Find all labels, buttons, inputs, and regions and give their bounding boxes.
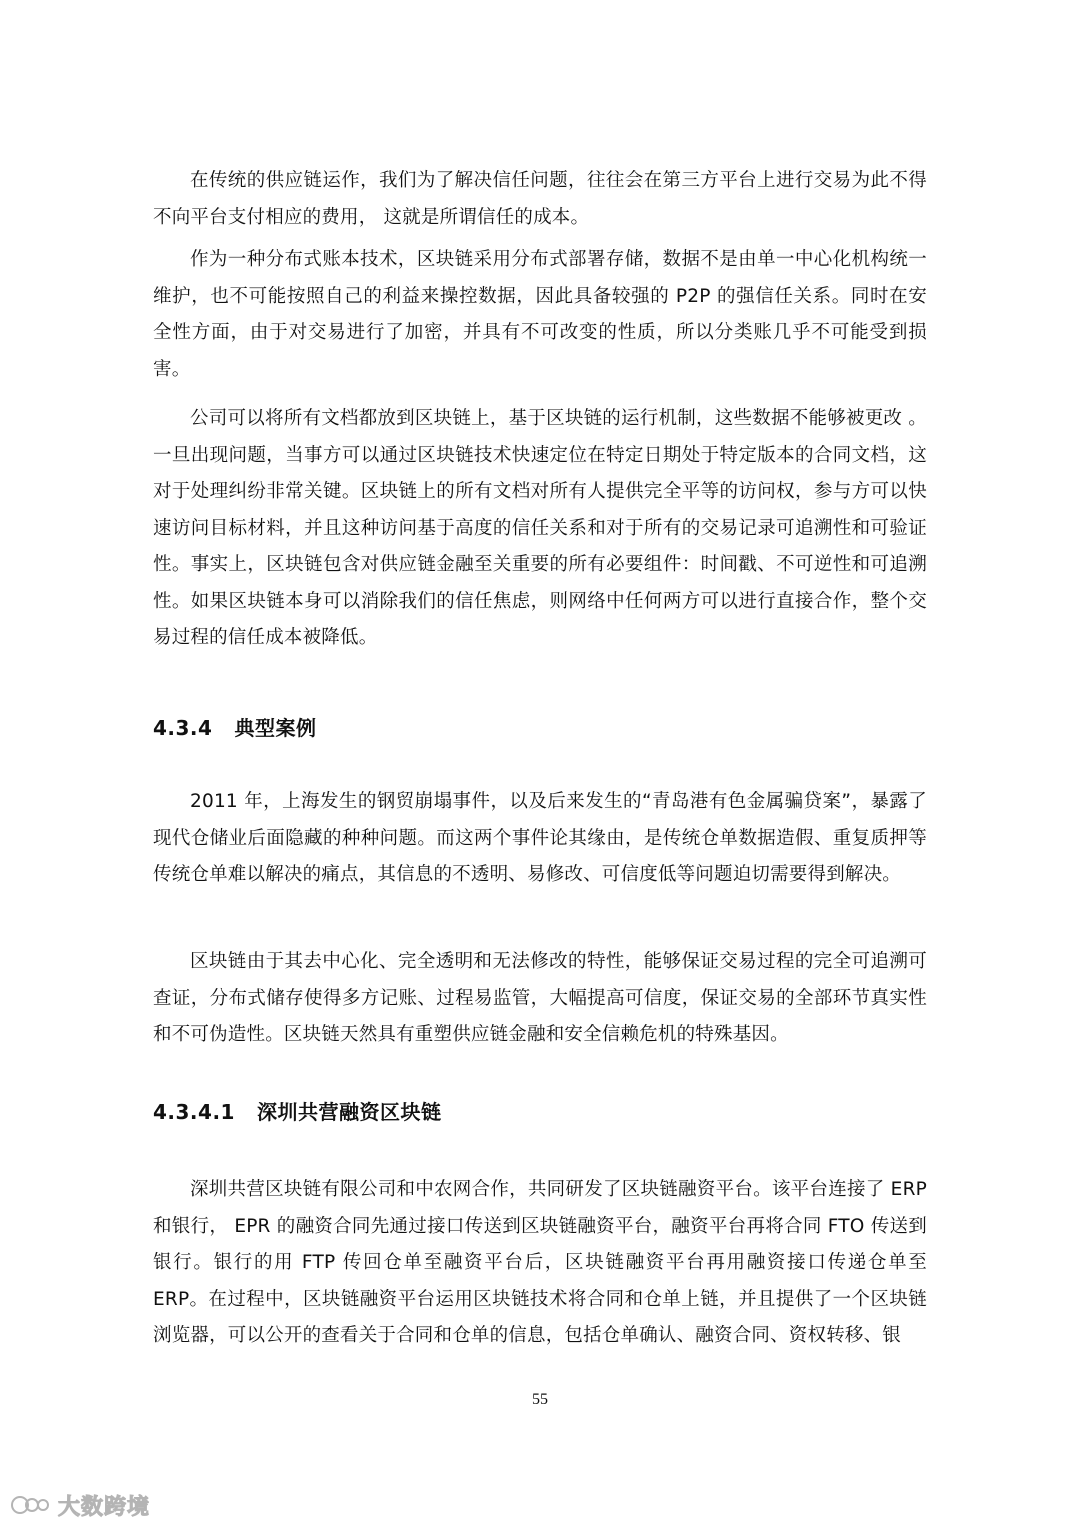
section-heading-typical-cases <box>153 712 316 741</box>
subsection-title: 深圳共营融资区块链 <box>256 1100 442 1124</box>
paragraph-blockchain-properties: 区块链由于其去中心化、完全透明和无法修改的特性，能够保证交易过程的完全可追溯可查证，分布式储存使得多方记账、过程易监管，大幅提高可信度，保证交易的全部环节真实性和不可伪造性。区块链天然具有重塑供应链金融和安全信赖危机的特殊基因。 <box>153 951 927 1045</box>
paragraph-document-blockchain: 公司可以将所有文档都放到区块链上，基于区块链的运行机制，这些数据不能够被更改 。一旦出现问题，当事方可以通过区块链技术快速定位在特定日期处于特定版本的合同文档，这对于处理纠纷非常关键。区块链上的所有文档对所有人提供完全平等的访问权，参与方可以快速访问目标材料，并且这种访问基于高度的信任关系和对于所有的交易记录可追溯性和可验证性。事实上，区块链包含对供应链金融至关重要的所有必要组件：时间戳、不可逆性和可追溯性。如果区块链本身可以消除我们的信任焦虑，则网络中任何两方可以进行直接合作，整个交易过程的信任成本被降低。 <box>153 408 927 648</box>
paragraph-trust-cost: 在传统的供应链运作，我们为了解决信任问题，往往会在第三方平台上进行交易为此不得不向平台支付相应的费用， 这就是所谓信任的成本。 <box>153 170 927 228</box>
paragraph-shenzhen-platform: 深圳共营区块链有限公司和中农网合作，共同研发了区块链融资平台。该平台连接了 ERP 和银行， EPR 的融资合同先通过接口传送到区块链融资平台，融资平台再将合同 FTO 传送到银行。银行的用 FTP 传回仓单至融资平台后，区块链融资平台再用融资接口传递仓单至 ERP。在过程中，区块链融资平台运用区块链技术将合同和仓单上链，并且提供了一个区块链浏览器，可以公开的查看关于合同和仓单的信息，包括仓单确认、融资合同、资权转移、银 <box>153 1179 927 1346</box>
section-number: 4.3.4 <box>153 716 213 740</box>
page-number: 55 <box>532 1391 548 1408</box>
watermark <box>10 1490 150 1520</box>
paragraph-steel-trade-collapse: 2011 年，上海发生的钢贸崩塌事件，以及后来发生的“青岛港有色金属骗贷案”，暴露了现代仓储业后面隐藏的种种问题。而这两个事件论其缘由，是传统仓单数据造假、重复质押等传统仓单难以解决的痛点，其信息的不透明、易修改、可信度低等问题迫切需要得到解决。 <box>153 791 927 885</box>
paragraph-distributed-ledger: 作为一种分布式账本技术，区块链采用分布式部署存储，数据不是由单一中心化机构统一维护，也不可能按照自己的利益来操控数据，因此具备较强的 P2P 的强信任关系。同时在安全性方面，由于对交易进行了加密，并具有不可改变的性质，所以分类账几乎不可能受到损害。 <box>153 249 927 380</box>
dashu-logo-icon <box>10 1491 54 1519</box>
subsection-heading-shenzhen <box>153 1096 441 1125</box>
section-title: 典型案例 <box>234 716 317 740</box>
watermark-text: 大数跨境 <box>58 1494 151 1520</box>
subsection-number: 4.3.4.1 <box>153 1100 235 1124</box>
